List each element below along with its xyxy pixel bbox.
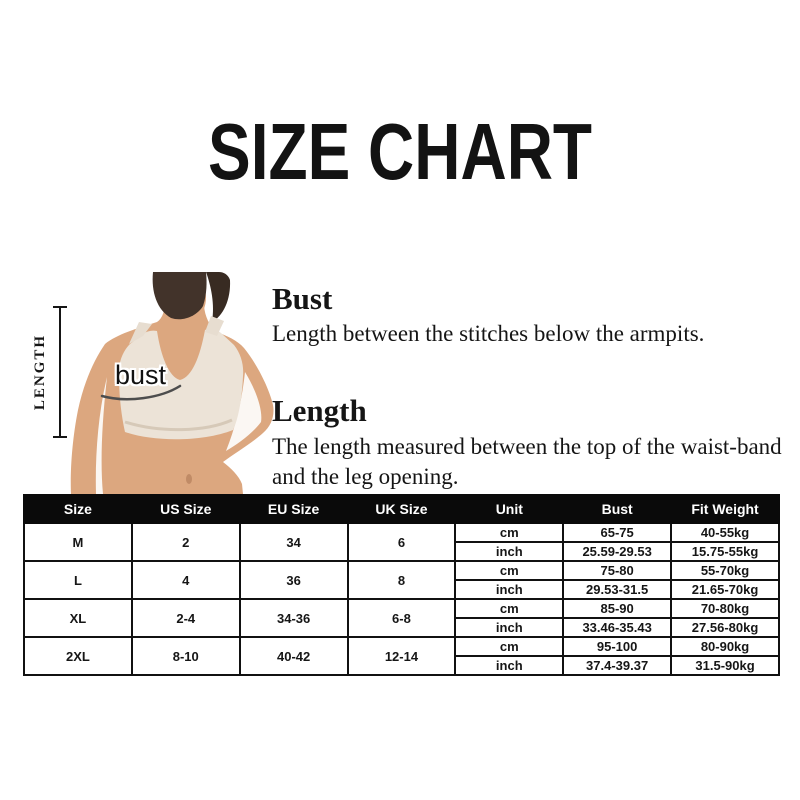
page-title xyxy=(0,107,800,196)
column-header-unit: Unit xyxy=(455,495,563,523)
cell-m-uk-size: 6 xyxy=(348,523,456,561)
cell-xl-bust-cm: 85-90 xyxy=(563,599,671,618)
size-table xyxy=(23,494,780,676)
cell-xl-eu-size: 34-36 xyxy=(240,599,348,637)
column-header-uk-size: UK Size xyxy=(348,495,456,523)
definition-length xyxy=(272,393,796,491)
cell-xl-size: XL xyxy=(24,599,132,637)
cell-xl-us-size: 2-4 xyxy=(132,599,240,637)
cell-2xl-unit-inch: inch xyxy=(455,656,563,675)
definition-bust-term: Bust xyxy=(272,281,333,316)
cell-2xl-size: 2XL xyxy=(24,637,132,675)
cell-2xl-bust-cm: 95-100 xyxy=(563,637,671,656)
cell-2xl-weight-cm: 80-90kg xyxy=(671,637,779,656)
length-measure-label: LENGTH xyxy=(32,333,48,411)
cell-2xl-unit-cm: cm xyxy=(455,637,563,656)
definition-bust xyxy=(272,281,796,349)
cell-l-bust-cm: 75-80 xyxy=(563,561,671,580)
bust-annotation: bust xyxy=(115,360,167,390)
cell-xl-uk-size: 6-8 xyxy=(348,599,456,637)
cell-m-us-size: 2 xyxy=(132,523,240,561)
table-row-l-cm xyxy=(24,561,779,580)
column-header-eu-size: EU Size xyxy=(240,495,348,523)
definition-length-term: Length xyxy=(272,393,367,429)
cell-m-bust-inch: 25.59-29.53 xyxy=(563,542,671,561)
cell-m-eu-size: 34 xyxy=(240,523,348,561)
page-title-text: SIZE CHART xyxy=(208,107,592,196)
cell-xl-unit-cm: cm xyxy=(455,599,563,618)
cell-2xl-eu-size: 40-42 xyxy=(240,637,348,675)
cell-2xl-weight-inch: 31.5-90kg xyxy=(671,656,779,675)
model-illustration xyxy=(65,272,280,494)
cell-l-weight-cm: 55-70kg xyxy=(671,561,779,580)
definitions xyxy=(272,281,796,492)
column-header-us-size: US Size xyxy=(132,495,240,523)
cell-m-unit-inch: inch xyxy=(455,542,563,561)
length-measure xyxy=(30,306,68,438)
cell-l-unit-cm: cm xyxy=(455,561,563,580)
length-measure-line xyxy=(59,306,61,438)
model-ponytail xyxy=(206,272,230,322)
column-header-bust: Bust xyxy=(563,495,671,523)
cell-xl-weight-inch: 27.56-80kg xyxy=(671,618,779,637)
table-row-xl-cm xyxy=(24,599,779,618)
cell-2xl-bust-inch: 37.4-39.37 xyxy=(563,656,671,675)
cell-l-unit-inch: inch xyxy=(455,580,563,599)
cell-2xl-us-size: 8-10 xyxy=(132,637,240,675)
cell-m-weight-cm: 40-55kg xyxy=(671,523,779,542)
cell-2xl-uk-size: 12-14 xyxy=(348,637,456,675)
cell-l-uk-size: 8 xyxy=(348,561,456,599)
table-header-row xyxy=(24,495,779,523)
cell-m-unit-cm: cm xyxy=(455,523,563,542)
cell-l-bust-inch: 29.53-31.5 xyxy=(563,580,671,599)
cell-l-size: L xyxy=(24,561,132,599)
cell-l-us-size: 4 xyxy=(132,561,240,599)
cell-xl-weight-cm: 70-80kg xyxy=(671,599,779,618)
table-row-m-cm xyxy=(24,523,779,542)
column-header-fit-weight: Fit Weight xyxy=(671,495,779,523)
cell-xl-unit-inch: inch xyxy=(455,618,563,637)
table-row-2xl-cm xyxy=(24,637,779,656)
model-photo xyxy=(65,272,280,494)
cell-l-eu-size: 36 xyxy=(240,561,348,599)
column-header-size: Size xyxy=(24,495,132,523)
cell-m-size: M xyxy=(24,523,132,561)
cell-m-bust-cm: 65-75 xyxy=(563,523,671,542)
cell-xl-bust-inch: 33.46-35.43 xyxy=(563,618,671,637)
navel xyxy=(186,474,192,484)
cell-m-weight-inch: 15.75-55kg xyxy=(671,542,779,561)
cell-l-weight-inch: 21.65-70kg xyxy=(671,580,779,599)
definition-bust-description: Length between the stitches below the armpits. xyxy=(272,321,705,347)
definition-length-description: The length measured between the top of the waist-band and the leg opening. xyxy=(272,433,782,489)
